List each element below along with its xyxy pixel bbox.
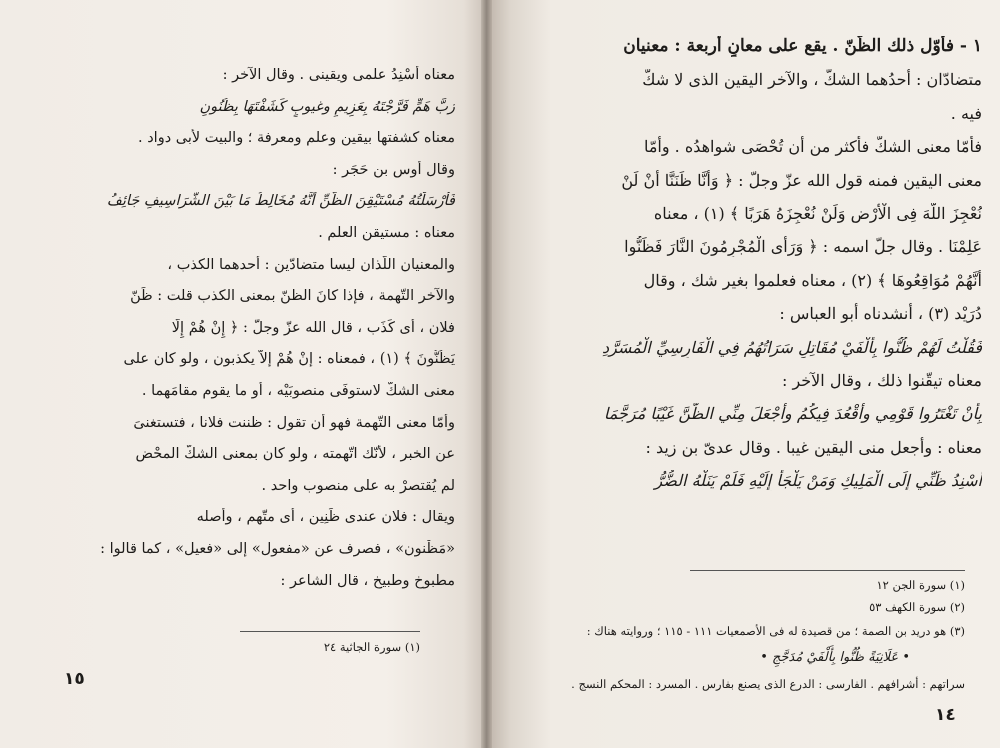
text-line: معناه كشفتها بيقين وعلم ومعرفة ؛ والبيت لأبى دواد .	[137, 130, 455, 147]
verse-line: أُسْنِدُ ظَنِّي إِلَى الْمَلِيكِ وَمَنْ يَلْجَأْ إِلَيْهِ فَلَمْ يَنَلْهُ الضُّرُّ	[654, 471, 982, 491]
text-line: دُرَيْد (٣) ، أنشدناه أبو العباس :	[779, 304, 982, 324]
page-number: ١٥	[64, 669, 85, 689]
footnote: (٢) سورة الكهف ٥٣	[869, 600, 965, 614]
text-line: فيه .	[950, 103, 982, 123]
text-line: ويقال : فلان عندى ظَنِين ، أى متّهم ، وأصله	[196, 509, 455, 526]
text-line: لم يُقتصرْ به على منصوب واحد .	[261, 477, 455, 494]
footnote: (١) سورة الجاثية ٢٤	[323, 640, 420, 654]
text-line: نُعْجِزَ اللَّهَ فِى الْأَرْضِ وَلَنْ نُعْجِزَهُ هَرَبًا ﴾ (١) ، معناه	[653, 203, 982, 223]
text-line: معنى اليقين فمنه قول الله عزّ وجلّ : ﴿ وَأَنَّا ظَنَنَّا أَنْ لَنْ	[621, 170, 982, 190]
footnote: (٣) هو دريد بن الصمة ؛ من قصيدة له فى الأصمعيات ١١١ - ١١٥ ؛ وروايته هناك :	[586, 624, 965, 638]
verse-line: فَقُلْتُ لَهُمْ ظُنُّوا بِأَلْفَيْ مُقَاتِلٍ سَرَاتُهُمُ فِي الْفَارِسِيِّ الْمُسَرَّدِ	[601, 337, 982, 357]
footnote-divider	[690, 570, 965, 571]
text-line: معناه أُسْنِدُ علمى ويقينى . وقال الآخر :	[222, 67, 455, 83]
text-line: والمعنيان اللّذان ليسا متضادّين : أحدهما الكذب ،	[167, 256, 455, 273]
text-line: معناه : وأجعل منى اليقين غيبا . وقال عدىّ بن زيد :	[645, 437, 982, 457]
right-page-text	[522, 36, 982, 503]
verse-line: فَأَرْسَلْتُهُ مُسْتَيْقِنَ الظَّنِّ أَنَّهُ مُخَالِطُ مَا بَيْنَ الشَّرَاسِيفِ جَائِفُ	[106, 193, 455, 210]
footnote-divider	[240, 631, 420, 632]
footnote: (١) سورة الجن ١٢	[876, 578, 965, 592]
text-line: أَنَّهُمْ مُوَاقِعُوهَا ﴾ (٢) ، معناه فعلموا بغير شك ، وقال	[643, 270, 982, 290]
text-line: عن الخبر ، لأنّك اتّهمته ، ولو كان بمعنى الشكّ المحْض	[135, 446, 455, 463]
verse-line: بِأَنْ تَغْتَرُوا قَوْمِي وأَقْعُدَ فِيكُمُ وأَجْعَلَ مِنِّي الظَّنَّ غَيْبًا مُرَجَّمَا	[603, 404, 982, 424]
text-line: وقال أوس بن حَجَر :	[332, 161, 455, 178]
verse-line: رُبَّ هَمٍّ فَرَّجْتَهُ بِعَزِيمٍ وغيوبٍ كَشَفْتَهَا بِظُنُونِ	[199, 98, 455, 115]
text-line: يَظُنُّونَ ﴾ (١) ، فمعناه : إنْ هُمْ إلاّ يكذبون ، ولو كان على	[123, 351, 455, 368]
text-line: معنى الشكّ لاستوفَى منصوبَيْه ، أو ما يقوم مقامَهما .	[141, 382, 455, 399]
footnote: سراتهم : أشرافهم . الفارسى : الدرع الذى يصنع بفارس . المسرد : المحكم النسج .	[571, 677, 965, 691]
text-line: مطبوخ وطبيخ ، قال الشاعر :	[280, 572, 455, 589]
section-heading-line: ١ - فأوّل ذلك الظّنّ . يقع على معانٍ أربعة : معنيان	[623, 36, 982, 56]
text-line: فلان ، أى كَذَب ، قال الله عزّ وجلّ : ﴿ إِنْ هُمْ إِلَّا	[171, 319, 455, 336]
text-line: والآخر التّهمة ، فإذا كانَ الظنّ بمعنى الكذب قلت : ظَنّ	[130, 288, 455, 305]
text-line: معناه تيقّنوا ذلك ، وقال الآخر :	[781, 370, 982, 390]
left-page-text	[35, 66, 455, 603]
text-line: وأمّا معنى التّهمة فهو أن تقول : ظننت فلانا ، فتستغنىَ	[133, 414, 455, 431]
text-line: فأمّا معنى الشكّ فأكثر من أن تُحْصَى شواهدُه . وأمّا	[643, 137, 982, 157]
text-line: متضادّان : أحدُهما الشكّ ، والآخر اليقين الذى لا شكّ	[642, 70, 982, 90]
text-line: عَلِمْنَا . وقال جلّ اسمه : ﴿ وَرَأَى الْمُجْرِمُونَ النَّارَ فَظَنُّوا	[624, 237, 982, 257]
text-line: معناه : مستيقن العلم .	[318, 224, 455, 241]
page-number: ١٤	[935, 705, 956, 725]
footnote-verse: • عَلَانِيَةً ظُنُّوا بِأَلْفَيْ مُدَجَّجِ •	[760, 650, 910, 665]
book-gutter	[481, 0, 492, 748]
text-line: «مَظْنون» ، فصرف عن «مفعول» إلى «فعيل» ، كما قالوا :	[100, 540, 455, 557]
